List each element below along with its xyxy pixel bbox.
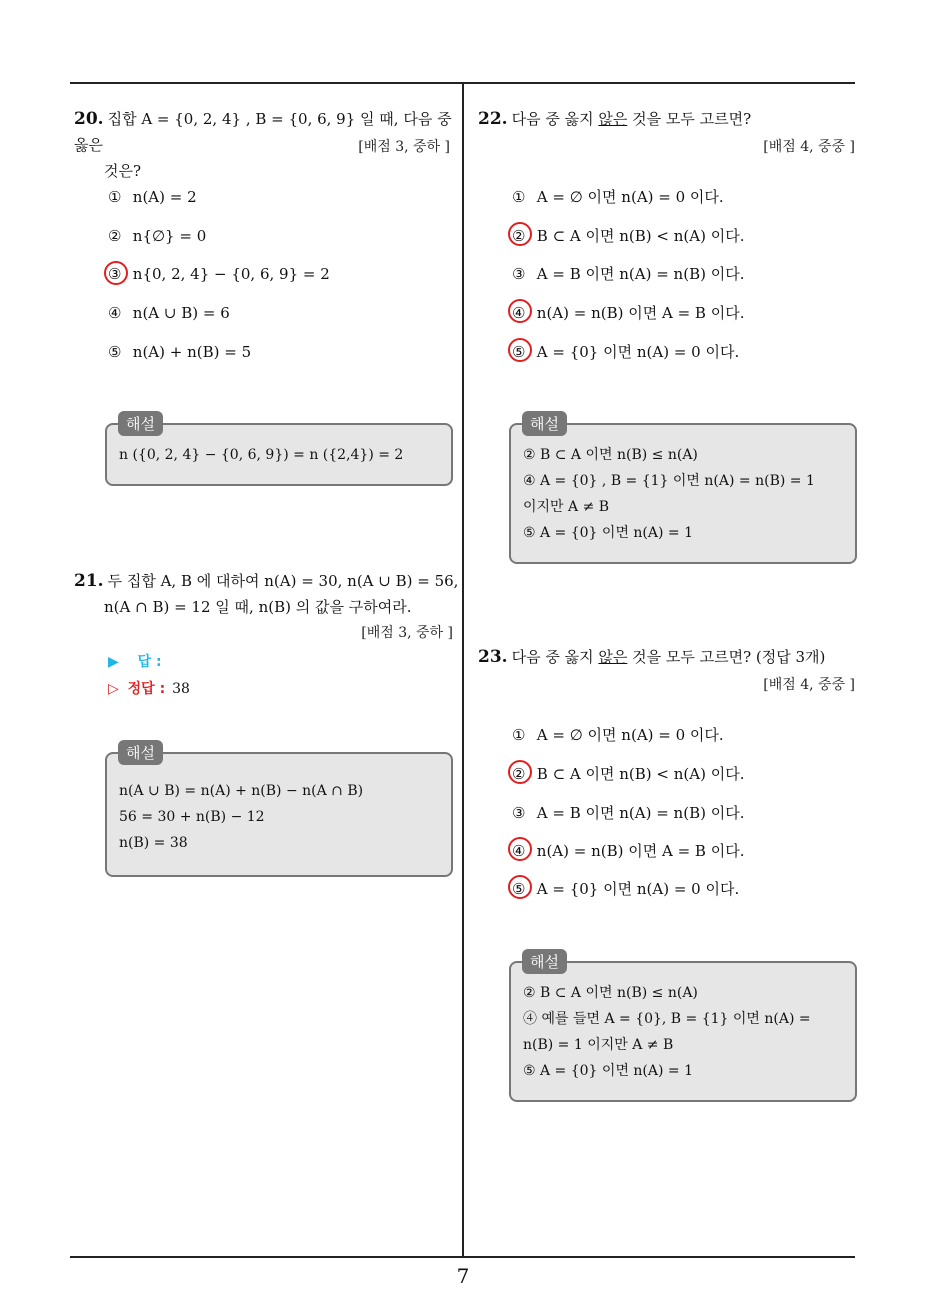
explanation-tag: 해설 xyxy=(118,740,163,765)
question-23-meta: [배점 4, 중중 ] xyxy=(763,677,855,693)
choice-1[interactable]: ① A = ∅ 이면 n(A) = 0 이다. xyxy=(512,188,724,206)
question-21-meta: [배점 3, 중하 ] xyxy=(361,625,453,641)
selected-circle-mark xyxy=(508,875,532,899)
question-number: 20. xyxy=(74,109,104,129)
explanation-line: 이지만 A ≠ B xyxy=(523,499,610,515)
question-text: 두 집합 A, B 에 대하여 n(A) = 30, n(A ∪ B) = 56, xyxy=(107,572,459,590)
question-21-header xyxy=(74,568,459,620)
selected-circle-mark xyxy=(104,261,128,285)
correct-arrow-icon: ▷ xyxy=(108,681,119,697)
explanation-tag: 해설 xyxy=(522,411,567,436)
choice-2[interactable]: ② B ⊂ A 이면 n(B) < n(A) 이다. xyxy=(512,765,745,783)
choice-5[interactable]: ⑤ n(A) + n(B) = 5 xyxy=(108,343,252,361)
explanation-box-22 xyxy=(509,423,857,564)
question-22-meta: [배점 4, 중중 ] xyxy=(763,139,855,155)
question-22-header: 22. 다음 중 옳지 않은 것을 모두 고르면? xyxy=(478,109,752,129)
question-text-cont: 것은? xyxy=(104,162,142,180)
selected-circle-mark xyxy=(508,299,532,323)
explanation-tag: 해설 xyxy=(118,411,163,436)
choice-4[interactable]: ④ n(A) = n(B) 이면 A = B 이다. xyxy=(512,304,745,322)
explanation-line: 56 = 30 + n(B) − 12 xyxy=(119,809,265,825)
question-text: 집합 A = {0, 2, 4} , B = {0, 6, 9} 일 때, 다음 중 옳은 xyxy=(74,110,452,154)
explanation-box-23 xyxy=(509,961,857,1102)
question-20-meta: [배점 3, 중하 ] xyxy=(358,139,450,155)
explanation-line: n(B) = 38 xyxy=(119,835,188,851)
question-23-header: 23. 다음 중 옳지 않은 것을 모두 고르면? (정답 3개) xyxy=(478,647,826,667)
selected-circle-mark xyxy=(508,760,532,784)
explanation-tag: 해설 xyxy=(522,949,567,974)
choice-3[interactable]: ③ A = B 이면 n(A) = n(B) 이다. xyxy=(512,804,745,822)
choice-4[interactable]: ④ n(A ∪ B) = 6 xyxy=(108,304,230,322)
choice-5[interactable]: ⑤ A = {0} 이면 n(A) = 0 이다. xyxy=(512,343,740,361)
selected-circle-mark xyxy=(508,338,532,362)
choice-1[interactable]: ① A = ∅ 이면 n(A) = 0 이다. xyxy=(512,726,724,744)
explanation-line: n ({0, 2, 4} − {0, 6, 9}) = n ({2,4}) = 2 xyxy=(119,447,404,463)
underlined-word: 않은 xyxy=(598,648,628,666)
explanation-line: ② B ⊂ A 이면 n(B) ≤ n(A) xyxy=(523,985,698,1001)
answer-arrow-icon: ▶ xyxy=(108,654,119,670)
selected-circle-mark xyxy=(508,222,532,246)
explanation-line: ⑤ A = {0} 이면 n(A) = 1 xyxy=(523,1063,694,1079)
correct-answer-row xyxy=(108,678,190,698)
explanation-box-21 xyxy=(105,752,453,877)
explanation-line: ⑤ A = {0} 이면 n(A) = 1 xyxy=(523,525,694,541)
explanation-line: ④ A = {0} , B = {1} 이면 n(A) = n(B) = 1 xyxy=(523,473,815,489)
selected-circle-mark xyxy=(508,837,532,861)
question-number: 23. xyxy=(478,647,508,667)
choice-2[interactable]: ② B ⊂ A 이면 n(B) < n(A) 이다. xyxy=(512,227,745,245)
column-divider xyxy=(462,83,464,1258)
choice-2[interactable]: ② n{∅} = 0 xyxy=(108,227,207,245)
explanation-line: ④ 예를 들면 A = {0}, B = {1} 이면 n(A) = xyxy=(523,1011,811,1027)
choice-3[interactable]: ③ A = B 이면 n(A) = n(B) 이다. xyxy=(512,265,745,283)
answer-label: 답 : xyxy=(137,654,162,670)
explanation-line: ② B ⊂ A 이면 n(B) ≤ n(A) xyxy=(523,447,698,463)
question-text-cont: n(A ∩ B) = 12 일 때, n(B) 의 값을 구하여라. xyxy=(104,598,412,616)
page-number: 7 xyxy=(456,1264,470,1288)
question-number: 22. xyxy=(478,109,508,129)
answer-row[interactable] xyxy=(108,651,162,671)
underlined-word: 않은 xyxy=(598,110,628,128)
choice-1[interactable]: ① n(A) = 2 xyxy=(108,188,197,206)
correct-value: 38 xyxy=(172,681,190,697)
explanation-line: n(A ∪ B) = n(A) + n(B) − n(A ∩ B) xyxy=(119,783,364,799)
explanation-line: n(B) = 1 이지만 A ≠ B xyxy=(523,1037,674,1053)
question-number: 21. xyxy=(74,571,104,591)
choice-4[interactable]: ④ n(A) = n(B) 이면 A = B 이다. xyxy=(512,842,745,860)
choice-3[interactable]: ③ n{0, 2, 4} − {0, 6, 9} = 2 xyxy=(108,265,330,283)
correct-label: 정답 : xyxy=(127,681,166,697)
choice-5[interactable]: ⑤ A = {0} 이면 n(A) = 0 이다. xyxy=(512,880,740,898)
